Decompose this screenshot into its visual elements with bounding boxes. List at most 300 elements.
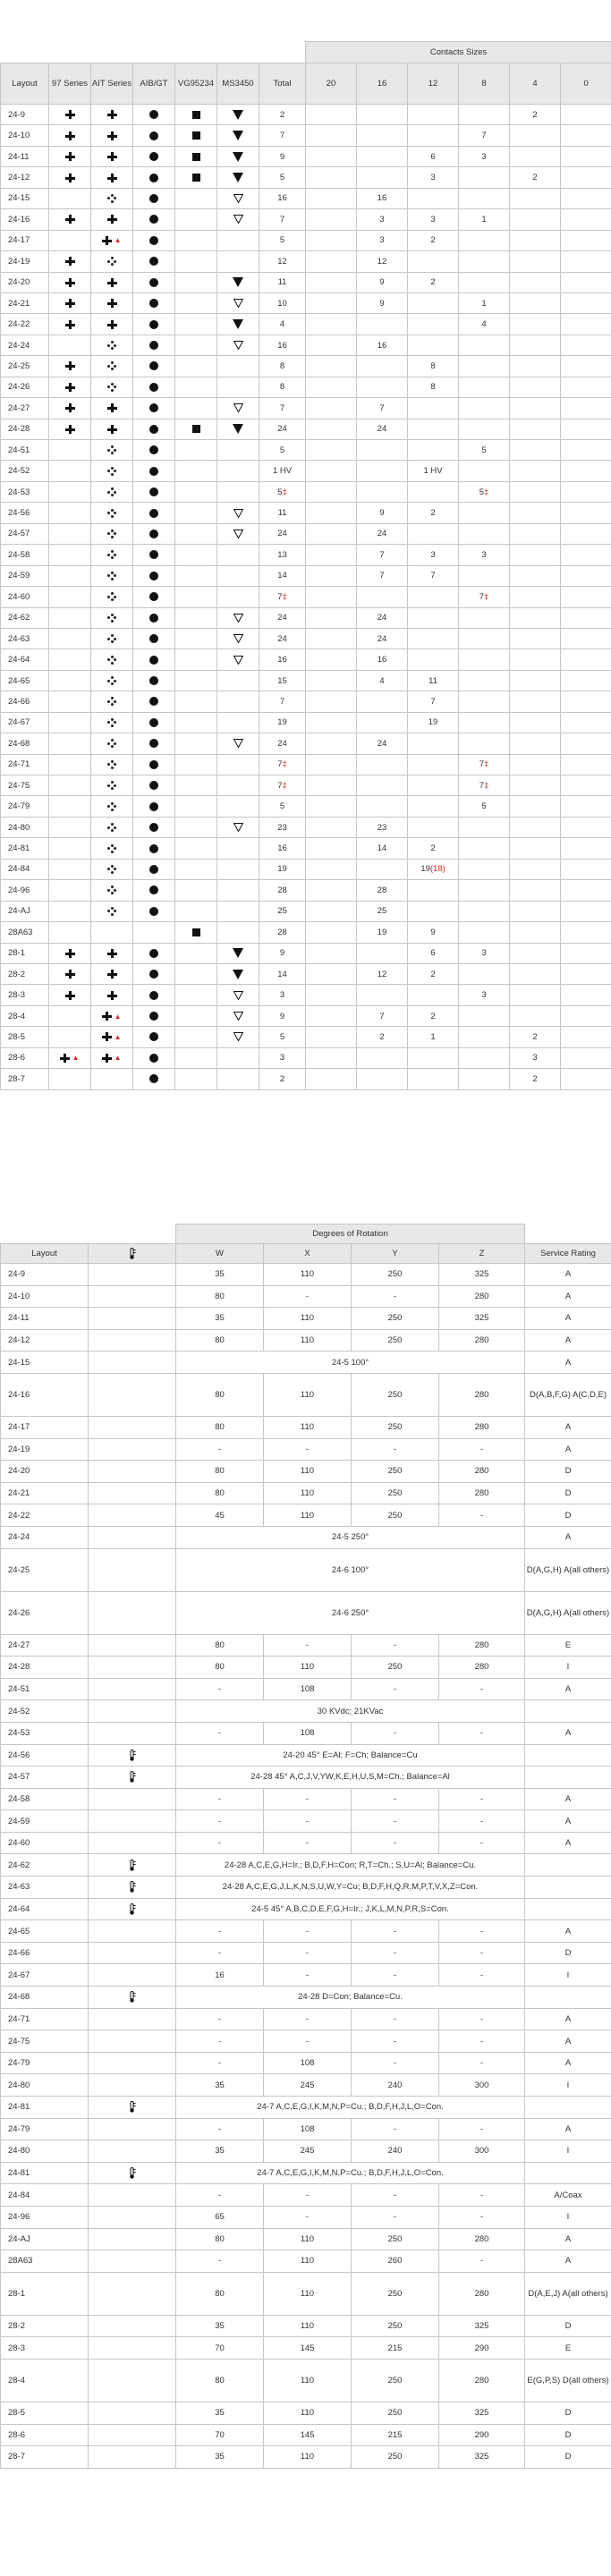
temperature-cell bbox=[89, 1810, 176, 1833]
layout-cell: 24-28 bbox=[1, 1657, 89, 1679]
table-cell bbox=[510, 733, 561, 754]
table-cell bbox=[133, 503, 175, 523]
layout-cell: 24-19 bbox=[1, 1438, 89, 1461]
temperature-cell bbox=[89, 1657, 176, 1679]
layout-cell: 24-80 bbox=[1, 2140, 89, 2163]
filled-square-icon bbox=[192, 153, 200, 161]
four-dot-icon bbox=[107, 257, 116, 266]
cross-icon bbox=[65, 320, 75, 329]
open-triangle-down-icon bbox=[233, 215, 243, 224]
table-cell bbox=[217, 985, 259, 1005]
table-cell bbox=[217, 398, 259, 419]
table-cell: 10 bbox=[259, 292, 306, 313]
rotation-cell: - bbox=[264, 1810, 352, 1833]
table-cell bbox=[510, 1005, 561, 1026]
service-rating-cell: A bbox=[525, 1308, 611, 1330]
table-cell bbox=[49, 587, 91, 607]
open-triangle-down-icon bbox=[233, 299, 243, 308]
service-rating-cell bbox=[525, 1987, 611, 2009]
table-cell: 7‡ bbox=[259, 587, 306, 607]
table-cell bbox=[133, 963, 175, 984]
rotation-cell: 250 bbox=[352, 1461, 439, 1483]
table-cell bbox=[510, 985, 561, 1005]
table-row bbox=[1, 1722, 611, 1744]
layout-cell: 24-15 bbox=[1, 1352, 89, 1374]
table-cell bbox=[133, 1047, 175, 1068]
layout-cell: 24-65 bbox=[1, 1920, 89, 1943]
table-cell bbox=[459, 817, 510, 837]
table-cell bbox=[133, 712, 175, 733]
table-cell: 28 bbox=[357, 880, 408, 901]
table-cell: 16 bbox=[357, 649, 408, 670]
table-cell bbox=[175, 628, 217, 648]
rotation-cell: 80 bbox=[176, 1416, 264, 1438]
rotation-cell: 80 bbox=[176, 2359, 264, 2402]
table-row bbox=[1, 1788, 611, 1810]
rotation-cell: 325 bbox=[439, 2402, 525, 2424]
table-cell bbox=[91, 796, 133, 817]
table-cell bbox=[49, 565, 91, 586]
rotation-cell: 45 bbox=[176, 1504, 264, 1527]
table-row bbox=[1, 1744, 611, 1767]
rotation-cell: - bbox=[264, 1964, 352, 1987]
filled-circle-icon bbox=[149, 550, 158, 559]
table-cell bbox=[357, 712, 408, 733]
table-cell bbox=[510, 691, 561, 712]
table-cell bbox=[175, 209, 217, 230]
table-cell bbox=[510, 775, 561, 796]
table-row bbox=[1, 1005, 611, 1026]
rotation-cell: - bbox=[264, 1788, 352, 1810]
table-row bbox=[1, 545, 611, 565]
table-cell: 2 bbox=[408, 838, 459, 859]
table-row bbox=[1, 1285, 611, 1308]
service-rating-cell: I bbox=[525, 1964, 611, 1987]
table-row bbox=[1, 2184, 611, 2207]
table-cell bbox=[510, 314, 561, 335]
table-cell bbox=[561, 1069, 611, 1089]
table-cell bbox=[91, 565, 133, 586]
rotation-cell: 145 bbox=[264, 2337, 352, 2360]
filled-circle-icon bbox=[149, 425, 158, 434]
layout-cell: 24-79 bbox=[1, 2052, 89, 2074]
rotation-note-cell: 24-6 100° bbox=[176, 1548, 525, 1591]
table-cell bbox=[175, 440, 217, 461]
table-cell bbox=[561, 670, 611, 691]
layout-cell: 24-53 bbox=[1, 1722, 89, 1744]
layout-cell: 24-71 bbox=[1, 2008, 89, 2030]
column-header: AIT Series bbox=[91, 64, 133, 105]
rotation-note-cell: 24-20 45° E=Al; F=Ch; Balance=Cu bbox=[176, 1744, 525, 1767]
service-rating-cell: A bbox=[525, 1264, 611, 1286]
rotation-cell: 280 bbox=[439, 2228, 525, 2250]
temperature-cell bbox=[89, 1308, 176, 1330]
four-dot-icon bbox=[107, 676, 116, 685]
table-cell bbox=[408, 440, 459, 461]
table-cell bbox=[408, 754, 459, 775]
rotation-cell: 110 bbox=[264, 1482, 352, 1504]
table-cell bbox=[306, 167, 357, 188]
temperature-cell bbox=[89, 1285, 176, 1308]
rotation-cell: 245 bbox=[264, 2074, 352, 2097]
table-cell bbox=[49, 503, 91, 523]
table-cell bbox=[133, 943, 175, 963]
table-row bbox=[1, 922, 611, 943]
table-cell: 1 HV bbox=[408, 461, 459, 481]
table-cell bbox=[459, 419, 510, 439]
table-cell: 13 bbox=[259, 545, 306, 565]
table-cell bbox=[408, 587, 459, 607]
red-note-mark: ‡ bbox=[282, 780, 287, 791]
service-rating-cell: E(G,P,S) D(all others) bbox=[525, 2359, 611, 2402]
temperature-cell bbox=[89, 1832, 176, 1854]
four-dot-icon bbox=[107, 341, 116, 350]
table-cell: 28-2 bbox=[1, 963, 49, 984]
filled-circle-icon bbox=[149, 174, 158, 182]
table-cell bbox=[49, 335, 91, 355]
rotation-cell: 325 bbox=[439, 2315, 525, 2337]
filled-circle-icon bbox=[149, 509, 158, 518]
table-cell bbox=[49, 963, 91, 984]
table-cell bbox=[306, 901, 357, 921]
filled-circle-icon bbox=[149, 215, 158, 224]
service-rating-cell: A bbox=[525, 1810, 611, 1833]
table-cell bbox=[357, 587, 408, 607]
table-cell bbox=[49, 398, 91, 419]
layout-cell: 24-80 bbox=[1, 2074, 89, 2097]
layout-cell: 24-56 bbox=[1, 1744, 89, 1767]
four-dot-icon bbox=[107, 550, 116, 559]
table-cell bbox=[217, 587, 259, 607]
rotation-note-cell: 24-6 250° bbox=[176, 1591, 525, 1634]
rotation-cell: 280 bbox=[439, 1482, 525, 1504]
table-cell: 28-7 bbox=[1, 1069, 49, 1089]
table-cell bbox=[175, 754, 217, 775]
layout-cell: 24-59 bbox=[1, 1810, 89, 1833]
table-cell bbox=[459, 901, 510, 921]
table-row bbox=[1, 398, 611, 419]
table-cell bbox=[175, 167, 217, 188]
table-cell bbox=[408, 607, 459, 628]
table-cell bbox=[49, 419, 91, 439]
table-cell bbox=[49, 628, 91, 648]
table-cell bbox=[561, 461, 611, 481]
temperature-cell bbox=[89, 2337, 176, 2360]
table-cell bbox=[510, 817, 561, 837]
table-cell bbox=[175, 377, 217, 397]
table-row bbox=[1, 1264, 611, 1286]
cross-icon bbox=[107, 425, 117, 434]
four-dot-icon bbox=[107, 530, 116, 538]
table-cell bbox=[306, 587, 357, 607]
header-spacer bbox=[1, 42, 306, 64]
service-rating-cell bbox=[525, 2097, 611, 2119]
table-cell bbox=[459, 922, 510, 943]
four-dot-icon bbox=[107, 194, 116, 203]
service-rating-cell: A bbox=[525, 1832, 611, 1854]
filled-circle-icon bbox=[149, 1032, 158, 1041]
table-cell bbox=[133, 523, 175, 544]
table-cell bbox=[459, 377, 510, 397]
table-cell: 24-96 bbox=[1, 880, 49, 901]
table-cell bbox=[217, 838, 259, 859]
rotation-note-cell: 24-28 D=Con; Balance=Cu. bbox=[176, 1987, 525, 2009]
layout-cell: 24-84 bbox=[1, 2184, 89, 2207]
table-cell: 5 bbox=[259, 1027, 306, 1047]
table-row bbox=[1, 963, 611, 984]
table-cell bbox=[357, 146, 408, 166]
rotation-cell: 110 bbox=[264, 1373, 352, 1416]
table-cell: 16 bbox=[357, 188, 408, 208]
open-triangle-down-icon bbox=[233, 194, 243, 203]
rotation-cell: - bbox=[352, 1832, 439, 1854]
layout-cell: 24-66 bbox=[1, 1942, 89, 1964]
filled-circle-icon bbox=[149, 760, 158, 769]
table-cell bbox=[175, 545, 217, 565]
table-row bbox=[1, 356, 611, 377]
table-row bbox=[1, 712, 611, 733]
table-row bbox=[1, 2424, 611, 2446]
layout-cell: 24-57 bbox=[1, 1767, 89, 1789]
cross-icon bbox=[65, 403, 75, 412]
service-rating-cell: A bbox=[525, 2052, 611, 2074]
open-triangle-down-icon bbox=[233, 991, 243, 1000]
header-spacer bbox=[1, 1224, 176, 1244]
table-cell bbox=[133, 628, 175, 648]
table-cell bbox=[217, 565, 259, 586]
table-cell bbox=[133, 1069, 175, 1089]
table-cell bbox=[175, 712, 217, 733]
temperature-cell bbox=[89, 1678, 176, 1700]
table-cell bbox=[408, 125, 459, 146]
service-rating-cell: I bbox=[525, 2140, 611, 2163]
table-cell bbox=[91, 377, 133, 397]
filled-circle-icon bbox=[149, 718, 158, 727]
table-cell bbox=[459, 859, 510, 879]
table-cell: 3 bbox=[459, 146, 510, 166]
table-cell: 14 bbox=[259, 963, 306, 984]
table-cell: 24-10 bbox=[1, 125, 49, 146]
table-cell: 6 bbox=[408, 146, 459, 166]
filled-circle-icon bbox=[149, 299, 158, 308]
table-row bbox=[1, 2140, 611, 2163]
table-cell bbox=[306, 733, 357, 754]
table-cell bbox=[133, 251, 175, 272]
service-rating-cell: D bbox=[525, 2402, 611, 2424]
table-row bbox=[1, 292, 611, 313]
table-cell bbox=[133, 292, 175, 313]
rotation-cell: 110 bbox=[264, 1461, 352, 1483]
rotation-note-cell: 24-7 A,C,E,G,I,K,M,N,P=Cu.; B,D,F,H,J,L,O=Con. bbox=[176, 2162, 525, 2184]
rotation-cell: 80 bbox=[176, 1329, 264, 1352]
layout-cell: 28-7 bbox=[1, 2446, 89, 2469]
table-cell bbox=[133, 125, 175, 146]
table-row bbox=[1, 419, 611, 439]
table-cell bbox=[459, 712, 510, 733]
layout-cell: 24-27 bbox=[1, 1634, 89, 1657]
filled-circle-icon bbox=[149, 403, 158, 412]
column-header: VG95234 bbox=[175, 64, 217, 105]
column-header: MS3450 bbox=[217, 64, 259, 105]
filled-circle-icon bbox=[149, 781, 158, 790]
table-cell bbox=[510, 356, 561, 377]
table-cell bbox=[133, 880, 175, 901]
table-cell bbox=[49, 105, 91, 125]
layout-cell: 24-9 bbox=[1, 1264, 89, 1286]
table-cell bbox=[91, 335, 133, 355]
table-cell: 3 bbox=[459, 943, 510, 963]
table-cell bbox=[408, 105, 459, 125]
table-cell bbox=[408, 292, 459, 313]
rotation-cell: - bbox=[352, 2008, 439, 2030]
filled-square-icon bbox=[192, 425, 200, 433]
table-cell bbox=[175, 503, 217, 523]
table-cell bbox=[459, 503, 510, 523]
table-row bbox=[1, 1069, 611, 1089]
table-cell bbox=[217, 377, 259, 397]
service-rating-cell: A bbox=[525, 1285, 611, 1308]
temperature-cell bbox=[89, 1722, 176, 1744]
layout-cell: 24-60 bbox=[1, 1832, 89, 1854]
service-rating-cell bbox=[525, 1854, 611, 1877]
table-cell: 28-5 bbox=[1, 1027, 49, 1047]
table-cell: 9 bbox=[259, 943, 306, 963]
rotation-cell: - bbox=[176, 1832, 264, 1854]
table-cell bbox=[49, 230, 91, 250]
table-cell: 7 bbox=[408, 565, 459, 586]
table-cell: 2 bbox=[510, 105, 561, 125]
rotation-cell: 110 bbox=[264, 2315, 352, 2337]
table-cell bbox=[133, 670, 175, 691]
rotation-cell: - bbox=[352, 2206, 439, 2228]
table-cell: 3 bbox=[408, 545, 459, 565]
cross-icon bbox=[107, 991, 117, 1000]
table-cell bbox=[175, 565, 217, 586]
table-cell: 24-21 bbox=[1, 292, 49, 313]
table-cell bbox=[49, 146, 91, 166]
filled-triangle-down-icon bbox=[233, 131, 243, 140]
service-rating-cell: A bbox=[525, 1416, 611, 1438]
table-cell bbox=[175, 314, 217, 335]
filled-circle-icon bbox=[149, 487, 158, 496]
table-cell bbox=[133, 377, 175, 397]
table-cell bbox=[561, 691, 611, 712]
table-row bbox=[1, 2315, 611, 2337]
cross-icon bbox=[65, 299, 75, 308]
rotation-cell: 250 bbox=[352, 1308, 439, 1330]
cross-icon bbox=[107, 403, 117, 412]
table-cell: 2 bbox=[408, 1005, 459, 1026]
table-cell bbox=[49, 817, 91, 837]
table-row bbox=[1, 1047, 611, 1068]
table-cell bbox=[408, 335, 459, 355]
table-cell bbox=[217, 859, 259, 879]
rotation-cell: - bbox=[439, 1438, 525, 1461]
table-cell bbox=[510, 503, 561, 523]
red-triangle-icon: ▲ bbox=[112, 236, 122, 245]
four-dot-icon bbox=[107, 823, 116, 832]
table-cell bbox=[49, 754, 91, 775]
temperature-cell bbox=[89, 2074, 176, 2097]
table-row bbox=[1, 2359, 611, 2402]
rotation-cell: 110 bbox=[264, 1308, 352, 1330]
table-cell bbox=[91, 314, 133, 335]
table-cell bbox=[561, 481, 611, 502]
column-header: 12 bbox=[408, 64, 459, 105]
layout-cell: 24-81 bbox=[1, 2097, 89, 2119]
table-cell bbox=[306, 922, 357, 943]
thermometer-icon bbox=[128, 1881, 136, 1893]
layout-cell: 28-6 bbox=[1, 2424, 89, 2446]
table-cell bbox=[217, 251, 259, 272]
table-cell bbox=[217, 481, 259, 502]
table-row bbox=[1, 1591, 611, 1634]
table-cell bbox=[175, 901, 217, 921]
table-cell: 2 bbox=[510, 1027, 561, 1047]
table-cell bbox=[306, 398, 357, 419]
filled-circle-icon bbox=[149, 383, 158, 392]
filled-circle-icon bbox=[149, 886, 158, 894]
table-cell bbox=[217, 503, 259, 523]
service-rating-cell: D bbox=[525, 2315, 611, 2337]
filled-circle-icon bbox=[149, 1012, 158, 1021]
table-row bbox=[1, 1700, 611, 1723]
rotation-cell: 65 bbox=[176, 2206, 264, 2228]
filled-triangle-down-icon bbox=[233, 110, 243, 120]
table-cell bbox=[217, 356, 259, 377]
table-cell bbox=[91, 775, 133, 796]
table-cell bbox=[306, 461, 357, 481]
table-cell: 2 bbox=[357, 1027, 408, 1047]
table-cell: 24-15 bbox=[1, 188, 49, 208]
table-cell bbox=[561, 545, 611, 565]
table-cell: 5 bbox=[259, 167, 306, 188]
rotation-note-cell: 24-28 A,C,E,G,H=Ir.; B,D,F,H=Con; R,T=Ch.; S,U=Al; Balance=Cu. bbox=[176, 1854, 525, 1877]
rotation-cell: 215 bbox=[352, 2424, 439, 2446]
filled-square-icon bbox=[192, 131, 200, 140]
table-row bbox=[1, 2008, 611, 2030]
cross-icon bbox=[65, 131, 75, 140]
table-cell: 24 bbox=[357, 523, 408, 544]
table-cell: 19(18) bbox=[408, 859, 459, 879]
table-cell bbox=[408, 775, 459, 796]
table-cell bbox=[91, 754, 133, 775]
table-cell bbox=[91, 901, 133, 921]
rotation-cell: - bbox=[439, 2052, 525, 2074]
open-triangle-down-icon bbox=[233, 341, 243, 350]
open-triangle-down-icon bbox=[233, 823, 243, 832]
table-cell: 24 bbox=[259, 419, 306, 439]
table-cell bbox=[561, 859, 611, 879]
filled-circle-icon bbox=[149, 802, 158, 811]
table-cell bbox=[49, 188, 91, 208]
service-rating-cell: A bbox=[525, 2228, 611, 2250]
table-cell bbox=[49, 167, 91, 188]
table-cell bbox=[357, 859, 408, 879]
table-cell: 24-62 bbox=[1, 607, 49, 628]
table-cell bbox=[175, 1005, 217, 1026]
table-cell bbox=[408, 314, 459, 335]
layout-cell: 28-3 bbox=[1, 2337, 89, 2360]
temperature-cell bbox=[89, 2118, 176, 2140]
table-cell: 7‡ bbox=[459, 754, 510, 775]
four-dot-icon bbox=[107, 844, 116, 853]
table-row bbox=[1, 167, 611, 188]
table-cell: 28A63 bbox=[1, 922, 49, 943]
table-cell bbox=[561, 1005, 611, 1026]
rotation-cell: - bbox=[439, 1678, 525, 1700]
service-rating-cell: D bbox=[525, 2446, 611, 2469]
